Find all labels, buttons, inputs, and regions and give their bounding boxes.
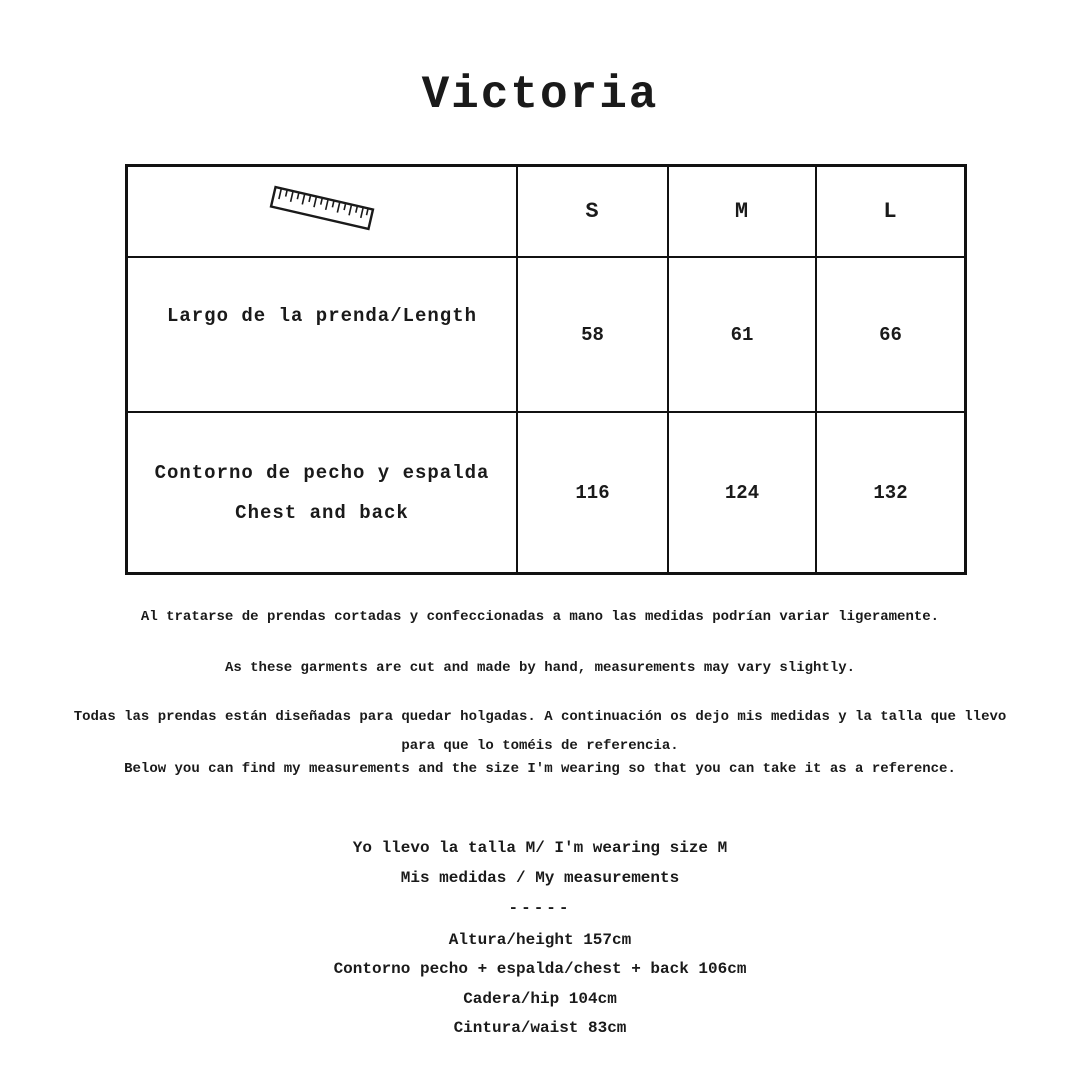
size-header-m: M [668,166,816,258]
note-handmade-en: As these garments are cut and made by hand, measurements may vary slightly. [224,660,856,676]
size-chart-table [125,164,967,575]
length-value-m: 61 [668,257,816,412]
divider-dashes: ----- [508,899,572,917]
measurement-hip: Cadera/hip 104cm [463,990,617,1008]
table-row-length [127,257,966,412]
measurement-chest-back: Contorno pecho + espalda/chest + back 106cm [333,960,747,978]
measurement-waist: Cintura/waist 83cm [453,1019,627,1037]
table-header-row [127,166,966,258]
note-fit-es-line1: Todas las prendas están diseñadas para quedar holgadas. A continuación os dejo mis medidas y la talla que llevo [73,709,1007,725]
row-label-length [127,257,518,412]
chest-value-l: 132 [816,412,966,574]
length-value-l: 66 [816,257,966,412]
row-label-chest [127,412,518,574]
chest-value-s: 116 [517,412,668,574]
table-row-chest [127,412,966,574]
size-header-l: L [816,166,966,258]
length-value-s: 58 [517,257,668,412]
size-header-s: S [517,166,668,258]
measurements-heading: Mis medidas / My measurements [400,869,680,887]
note-fit-es-line2: para que lo toméis de referencia. [401,738,679,754]
chest-value-m: 124 [668,412,816,574]
wearing-size-line: Yo llevo la talla M/ I'm wearing size M [352,839,728,857]
row-label-chest-en: Chest and back [235,501,409,524]
note-fit-en: Below you can find my measurements and the size I'm wearing so that you can take it as a reference. [124,761,956,777]
ruler-header-cell [127,166,518,258]
personal-measurements-section [0,837,1080,1039]
row-label-chest-es: Contorno de pecho y espalda [154,461,490,484]
row-label-length-text: Largo de la prenda/Length [166,304,478,327]
page-title: Victoria [421,69,659,121]
measurement-height: Altura/height 157cm [448,931,632,949]
note-handmade-es: Al tratarse de prendas cortadas y confeccionadas a mano las medidas podrían variar ligeramente. [140,609,940,625]
notes-section [0,607,1080,779]
ruler-icon [268,182,376,235]
